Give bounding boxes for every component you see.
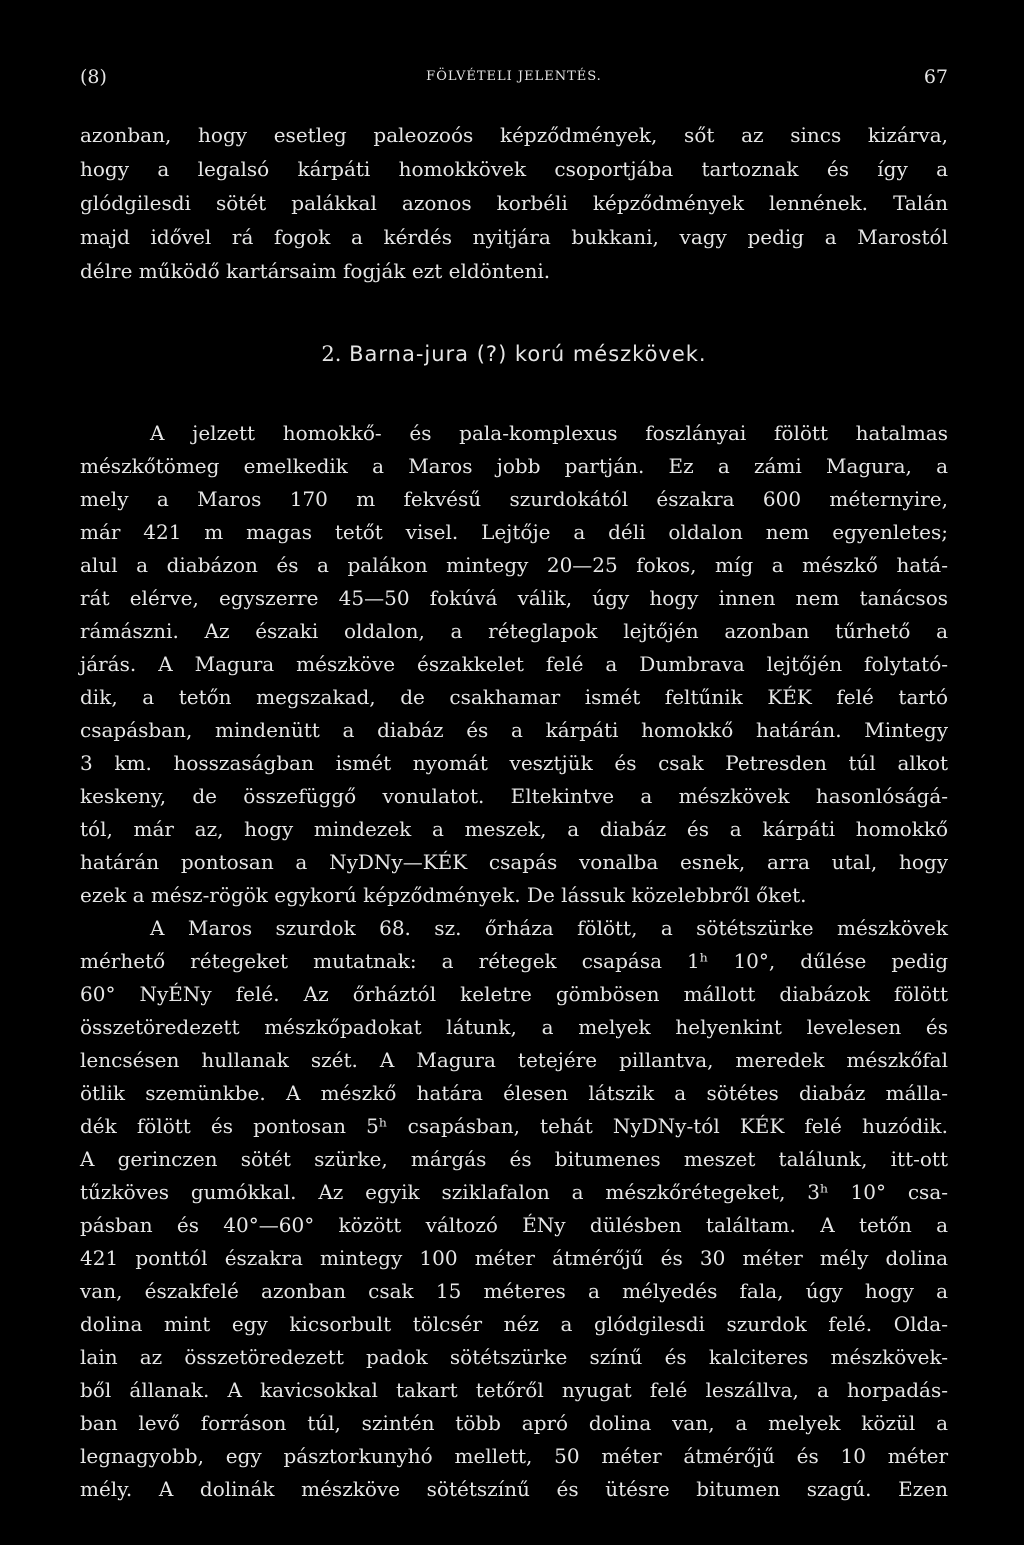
text-line: lain az összetöredezett padok sötétszürke színű és kalciteres mészkövek- [80, 1345, 948, 1369]
text-line: A gerinczen sötét szürke, márgás és bitumenes meszet találunk, itt-ott [80, 1147, 948, 1171]
text-line: rámászni. Az északi oldalon, a réteglapok lejtőjén azonban tűrhető a [80, 619, 948, 643]
text-line: mely a Maros 170 m fekvésű szurdokától északra 600 méternyire, [80, 487, 948, 511]
section-heading [80, 337, 948, 371]
text-line: összetöredezett mészkőpadokat látunk, a melyek helyenkint levelesen és [80, 1015, 948, 1039]
text-line: alul a diabázon és a palákon mintegy 20—25 fokos, míg a mészkő hatá- [80, 553, 948, 577]
page-number: 67 [923, 66, 948, 88]
text-line: határán pontosan a NyDNy—KÉK csapás vonalba esnek, arra utal, hogy [80, 850, 948, 874]
text-line: mészkőtömeg emelkedik a Maros jobb partján. Ez a zámi Magura, a [80, 454, 948, 478]
running-title: FÖLVÉTELI JELENTÉS. [426, 69, 602, 84]
text-line: glódgilesdi sötét palákkal azonos korbéli képződmények lennének. Talán [80, 191, 948, 215]
text-line: A Maros szurdok 68. sz. őrháza fölött, a sötétszürke mészkövek [150, 916, 948, 940]
text-line: ban levő forráson túl, szintén több apró dolina van, a melyek közül a [80, 1411, 948, 1435]
text-line: dolina mint egy kicsorbult tölcsér néz a glódgilesdi szurdok felé. Olda- [80, 1312, 948, 1336]
text-line: mérhető rétegeket mutatnak: a rétegek csapása 1ʰ 10°, dűlése pedig [80, 949, 948, 973]
text-line: majd idővel rá fogok a kérdés nyitjára bukkani, vagy pedig a Marostól [80, 225, 948, 249]
text-line: lencsésen hullanak szét. A Magura tetejére pillantva, meredek mészkőfal [80, 1048, 948, 1072]
text-line: dék fölött és pontosan 5ʰ csapásban, tehát NyDNy-tól KÉK felé huzódik. [80, 1114, 948, 1138]
text-line: 60° NyÉNy felé. Az őrháztól keletre gömbösen mállott diabázok fölött [80, 982, 948, 1006]
text-line: mély. A dolinák mészköve sötétszínű és ütésre bitumen szagú. Ezen [80, 1477, 948, 1501]
section-number: (8) [80, 66, 107, 88]
section-heading-number: 2. [321, 342, 342, 366]
text-line: pásban és 40°—60° között változó ÉNy dülésben találtam. A tetőn a [80, 1213, 948, 1237]
text-line: csapásban, mindenütt a diabáz és a kárpáti homokkő határán. Mintegy [80, 718, 948, 742]
section-heading-title: Barna-jura (?) korú mészkövek. [349, 342, 707, 366]
page-header [80, 66, 948, 92]
text-line: tól, már az, hogy mindezek a meszek, a diabáz és a kárpáti homokkő [80, 817, 948, 841]
text-line: délre működő kartársaim fogják ezt eldönteni. [80, 259, 551, 283]
text-line: tűzköves gumókkal. Az egyik sziklafalon a mészkőrétegeket, 3ʰ 10° csa- [80, 1180, 948, 1204]
text-line: dik, a tetőn megszakad, de csakhamar ismét feltűnik KÉK felé tartó [80, 685, 948, 709]
text-line: legnagyobb, egy pásztorkunyhó mellett, 50 méter átmérőjű és 10 méter [80, 1444, 948, 1468]
text-line: ezek a mész-rögök egykorú képződmények. De lássuk közelebbről őket. [80, 883, 807, 907]
text-line: hogy a legalsó kárpáti homokkövek csoportjába tartoznak és így a [80, 157, 948, 181]
text-line: ötlik szemünkbe. A mészkő határa élesen látszik a sötétes diabáz málla- [80, 1081, 948, 1105]
text-line: keskeny, de összefüggő vonulatot. Eltekintve a mészkövek hasonlóságá- [80, 784, 948, 808]
text-line: 421 ponttól északra mintegy 100 méter átmérőjű és 30 méter mély dolina [80, 1246, 948, 1270]
text-line: A jelzett homokkő- és pala-komplexus foszlányai fölött hatalmas [150, 421, 948, 445]
text-line: már 421 m magas tetőt visel. Lejtője a déli oldalon nem egyenletes; [80, 520, 948, 544]
text-line: rát elérve, egyszerre 45—50 fokúvá válik, úgy hogy innen nem tanácsos [80, 586, 948, 610]
text-line: 3 km. hosszaságban ismét nyomát vesztjük és csak Petresden túl alkot [80, 751, 948, 775]
text-line: ből állanak. A kavicsokkal takart tetőről nyugat felé leszállva, a horpadás- [80, 1378, 948, 1402]
text-line: van, északfelé azonban csak 15 méteres a mélyedés fala, úgy hogy a [80, 1279, 948, 1303]
text-line: járás. A Magura mészköve északkelet felé a Dumbrava lejtőjén folytató- [80, 652, 948, 676]
text-line: azonban, hogy esetleg paleozoós képződmények, sőt az sincs kizárva, [80, 123, 948, 147]
